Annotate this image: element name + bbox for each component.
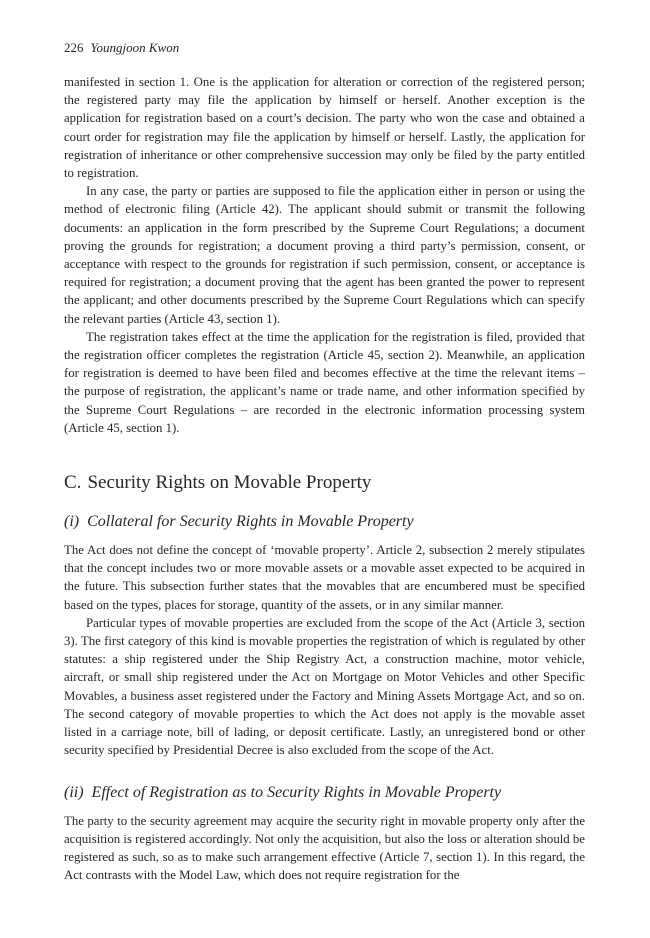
running-head-author: Youngjoon Kwon (90, 40, 180, 55)
section-number: C. (64, 472, 82, 494)
paragraph-2: In any case, the party or parties are supposed to file the application either in person or using the method of electronic filing (Article 42). The applicant should submit or transmit the following documents: an application in the form prescribed by the Supreme Court Regulations; a document proving the grounds for registration; a document proving a third party’s permission, consent, or acceptance with respect to the grounds for registration if such permission, consent, or acceptance is required for registration; a document proving that the agent has been granted the power to represent the applicant; and other documents prescribed by the Supreme Court Regulations which can specify the relevant parties (Article 43, section 1). (64, 184, 585, 326)
paragraph-6: The party to the security agreement may acquire the security right in movable property only after the acquisition is registered accordingly. Not only the acquisition, but also the loss or alteration should be registered as such, so as to make such arrangement effective (Article 7, section 1). In this regard, the Act contrasts with the Model Law, which does not require registration for the (64, 813, 585, 883)
subsection-number-1: (i) (64, 513, 80, 531)
subsection-number-2: (ii) (64, 783, 84, 801)
body-text (64, 73, 585, 884)
paragraph-1: manifested in section 1. One is the application for alteration or correction of the registered person; the registered party may file the application by himself or herself. Another exception is the application for registration based on a court’s decision. The party who won the case and obtained a court order for registration may file the application by himself or herself. Lastly, the application for registration of inheritance or other comprehensive succession may only be filed by the party entitled to registration. (64, 75, 585, 181)
paragraph-3: The registration takes effect at the time the application for the registration is filed, provided that the registration officer completes the registration (Article 45, section 2). Meanwhile, an application for registration is deemed to have been filed and becomes effective at the time the relevant items – the purpose of registration, the applicant’s name or trade name, and other information specified by the Supreme Court Regulations – are recorded in the electronic information processing system (Article 45, section 1). (64, 329, 585, 435)
section-heading (64, 471, 585, 495)
paragraph-4: The Act does not define the concept of ‘movable property’. Article 2, subsection 2 merely stipulates that the concept includes two or more movable assets or a movable asset expected to be acquired in the future. This subsection further states that the movables that are encumbered must be specified based on the types, places for storage, quantity of the assets, or in any similar manner. (64, 543, 585, 612)
subsection-title-1: Collateral for Security Rights in Movable Property (87, 513, 414, 531)
subsection-heading-1 (64, 512, 585, 532)
subsection-title-2: Effect of Registration as to Security Rights in Movable Property (91, 783, 502, 801)
subsection-heading-2 (64, 783, 585, 803)
running-head (64, 40, 179, 56)
page-number: 226 (64, 40, 84, 55)
paragraph-5: Particular types of movable properties are excluded from the scope of the Act (Article 3, section 3). The first category of this kind is movable properties the registration of which is regulated by other statutes: a ship registered under the Ship Registry Act, a construction machine, motor vehicle, aircraft, or small ship registered under the Act on Mortgage on Motor Vehicles and other Specific Movables, a business asset registered under the Factory and Mining Assets Mortgage Act, and so on. The second category of movable properties to which the Act does not apply is the movable asset listed in a carriage note, bill of lading, or deposit certificate. Lastly, an unregistered bond or other security specified by Presidential Decree is also excluded from the scope of the Act. (64, 615, 585, 758)
section-title: Security Rights on Movable Property (87, 472, 372, 494)
